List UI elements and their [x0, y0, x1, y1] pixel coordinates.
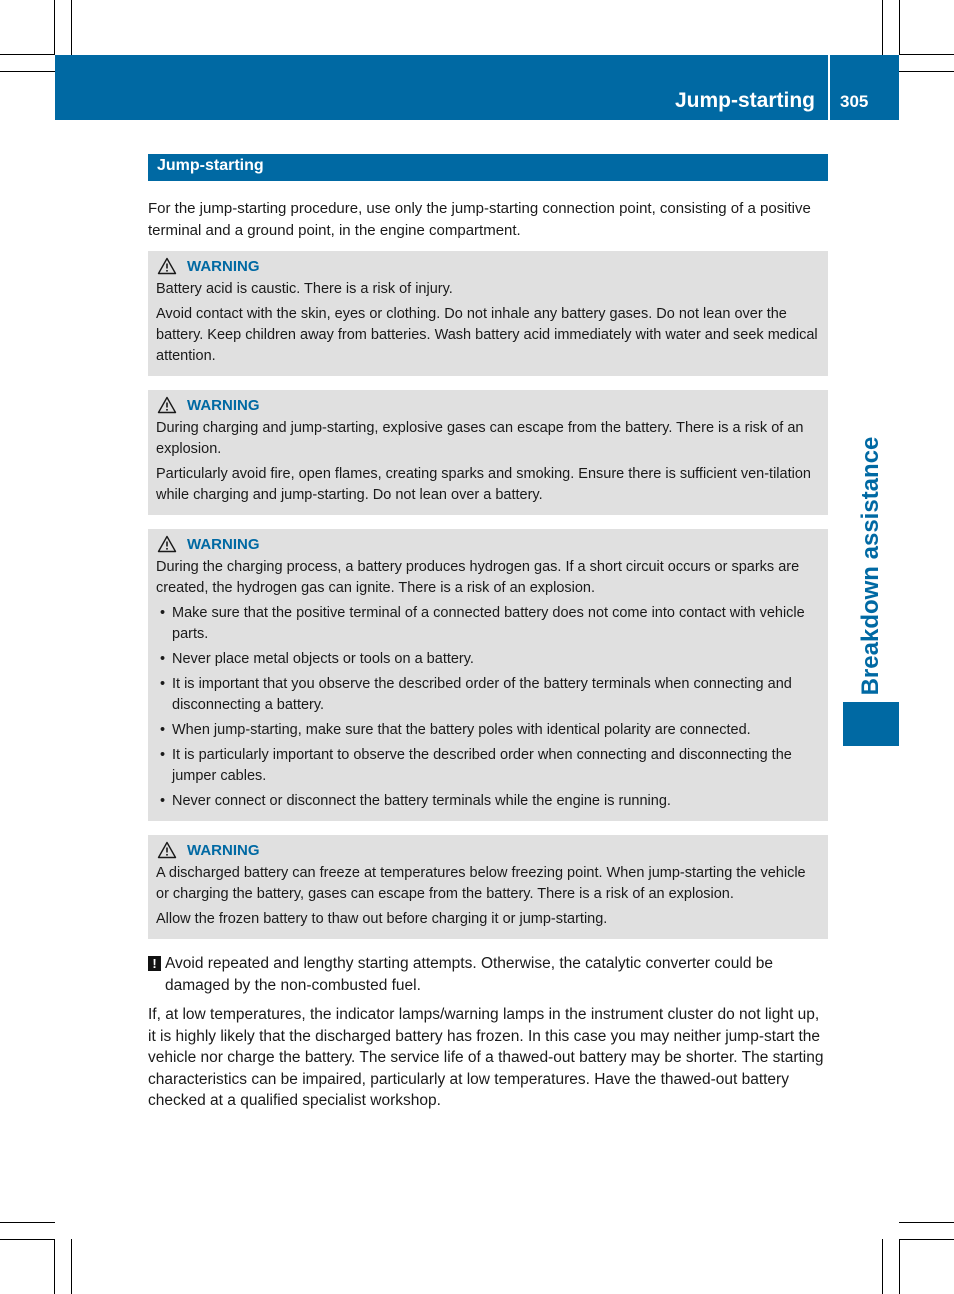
warning-box [148, 529, 828, 821]
body-paragraph: If, at low temperatures, the indicator lamps/warning lamps in the instrument cluster do not light up, it is highly likely that the discharged battery has frozen. In this case you may neither jump-start the vehicle nor charge the battery. The service life of a thawed-out battery may be shorter. The starting characteristics can be impaired, particularly at low temperatures. Have the thawed-out battery checked at a qualified specialist workshop. [148, 1006, 824, 1109]
page-content [148, 198, 828, 1112]
warning-box [148, 835, 828, 939]
notice-text: Avoid repeated and lengthy starting attempts. Otherwise, the catalytic converter could be damaged by the non-combusted fuel. [165, 955, 773, 994]
crop-mark [899, 54, 954, 55]
warning-label: WARNING [187, 396, 260, 414]
warning-heading [156, 837, 820, 863]
crop-mark [0, 1239, 55, 1240]
warning-label: WARNING [187, 535, 260, 553]
section-heading [148, 154, 828, 181]
warning-text: During charging and jump-starting, explosive gases can escape from the battery. There is a risk of an explosion. [156, 420, 804, 457]
crop-mark [71, 1239, 72, 1294]
page-number: 305 [840, 92, 869, 111]
warning-triangle-icon [157, 841, 177, 859]
crop-mark [71, 0, 72, 55]
warning-text: A discharged battery can freeze at temperatures below freezing point. When jump-starting the vehicle or charging the battery, gases can escape from the battery. There is a risk of an explosion. [156, 865, 806, 902]
warning-heading [156, 392, 820, 418]
list-item: • Make sure that the positive terminal of a connected battery does not come into contact with vehicle parts. [156, 603, 820, 645]
warning-text: Avoid contact with the skin, eyes or clothing. Do not inhale any battery gases. Do not lean over the battery. Keep children away from batteries. Wash battery acid immediately with water and seek medical attention. [156, 306, 818, 364]
crop-mark [899, 0, 900, 55]
warning-box [148, 390, 828, 515]
warning-text: Battery acid is caustic. There is a risk of injury. [156, 281, 453, 297]
header-title: Jump-starting [674, 89, 815, 112]
warning-text: Allow the frozen battery to thaw out before charging it or jump-starting. [156, 911, 608, 927]
crop-mark [899, 1239, 954, 1240]
chapter-label: Breakdown assistance [857, 436, 884, 696]
crop-mark [899, 71, 954, 72]
header-divider [828, 55, 830, 120]
warning-text: During the charging process, a battery produces hydrogen gas. If a short circuit occurs or sparks are created, the hydrogen gas can ignite. There is a risk of an explosion. [156, 559, 800, 596]
list-item: • Never connect or disconnect the battery terminals while the engine is running. [156, 791, 820, 812]
crop-mark [0, 54, 55, 55]
warning-label: WARNING [187, 841, 260, 859]
crop-mark [899, 1222, 954, 1223]
warning-text: Particularly avoid fire, open flames, creating sparks and smoking. Ensure there is sufficient ven-tilation while charging and jump-starting. Do not lean over a battery. [156, 466, 811, 503]
exclamation-icon: ! [148, 956, 161, 971]
warning-heading [156, 531, 820, 557]
warning-triangle-icon [157, 535, 177, 553]
crop-mark [0, 71, 55, 72]
warning-triangle-icon [157, 257, 177, 275]
list-item: • When jump-starting, make sure that the battery poles with identical polarity are connected. [156, 720, 820, 741]
crop-mark [0, 1222, 55, 1223]
warning-box [148, 251, 828, 376]
list-item: • It is important that you observe the described order of the battery terminals when connecting and disconnecting a battery. [156, 674, 820, 716]
list-item: • Never place metal objects or tools on a battery. [156, 649, 820, 670]
crop-mark [882, 1239, 883, 1294]
page-header [55, 55, 899, 120]
intro-paragraph: For the jump-starting procedure, use only the jump-starting connection point, consisting of a positive terminal and a ground point, in the engine compartment. [148, 200, 811, 239]
crop-mark [882, 0, 883, 55]
crop-mark [54, 0, 55, 55]
section-title: Jump-starting [157, 157, 264, 174]
crop-mark [899, 1239, 900, 1294]
notice-paragraph [148, 953, 828, 996]
list-item: • It is particularly important to observe the described order when connecting and disconnecting the jumper cables. [156, 745, 820, 787]
chapter-tab [843, 702, 899, 746]
warning-triangle-icon [157, 396, 177, 414]
warning-bullet-list [156, 603, 820, 812]
warning-label: WARNING [187, 257, 260, 275]
crop-mark [54, 1239, 55, 1294]
warning-heading [156, 253, 820, 279]
